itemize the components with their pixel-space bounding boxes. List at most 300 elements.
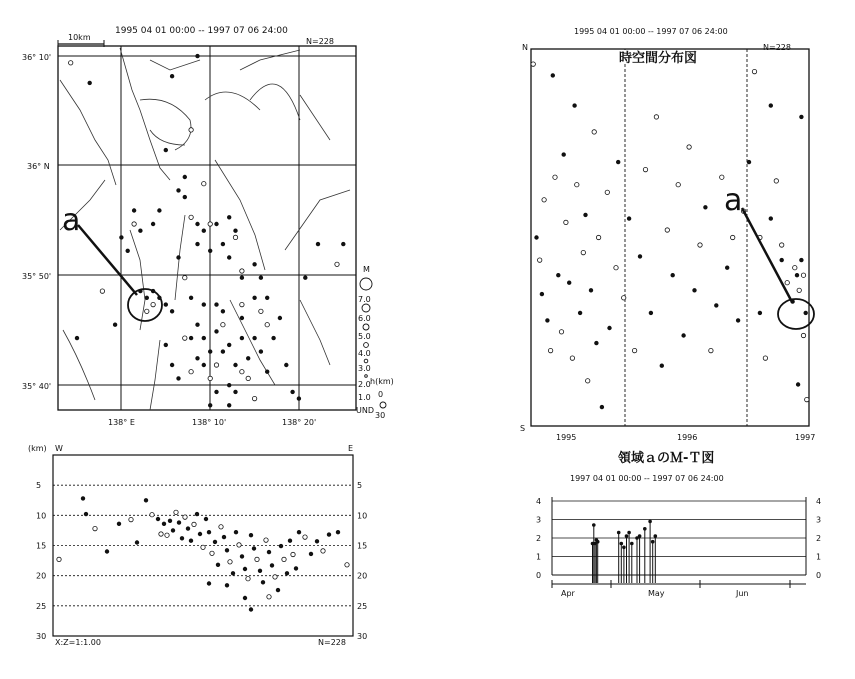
lat-label-1: 36° 10': [22, 53, 52, 62]
st-point: [592, 130, 596, 134]
cs-point: [222, 535, 226, 539]
cs-point: [270, 564, 274, 568]
st-point: [605, 190, 609, 194]
map-point: [145, 309, 149, 313]
st-point: [654, 115, 658, 119]
st-point: [573, 104, 577, 108]
mt-tick-left: 4: [536, 497, 542, 506]
mag-3: 3.0: [358, 364, 371, 373]
mt-apr: Apr: [561, 589, 575, 598]
cs-point: [156, 517, 160, 521]
mt-tick-left: 2: [536, 534, 542, 543]
cs-point: [189, 539, 193, 543]
cs-point: [255, 557, 259, 561]
st-point: [632, 348, 636, 352]
map-point: [208, 404, 212, 408]
st-point: [542, 198, 546, 202]
cs-tick-right: 20: [357, 571, 368, 581]
mt-jp-title: 領域ａのＭ-Ｔ図: [618, 451, 715, 466]
map-point: [214, 363, 218, 367]
cs-point: [174, 510, 178, 514]
st-year-1996: 1996: [677, 433, 698, 442]
cs-point: [207, 530, 211, 534]
map-title: 1995 04 01 00:00 -- 1997 07 06 24:00: [115, 26, 288, 36]
cs-grid: [36, 481, 367, 641]
cs-e: E: [348, 444, 354, 453]
map-point: [158, 209, 162, 213]
map-point: [139, 229, 143, 233]
map-point: [177, 377, 181, 381]
map-point: [183, 175, 187, 179]
cs-count: N=228: [318, 638, 346, 647]
map-point: [240, 336, 244, 340]
cs-point: [264, 538, 268, 542]
mt-point: [630, 542, 634, 546]
map-point: [196, 242, 200, 246]
cs-point: [57, 557, 61, 561]
map-point: [202, 229, 206, 233]
map-point: [69, 61, 73, 65]
lat-label-4: 35° 40': [22, 382, 52, 391]
mag-1: 1.0: [358, 393, 371, 402]
mag-4: 4.0: [358, 349, 371, 358]
cs-point: [276, 588, 280, 592]
cs-point: [213, 540, 217, 544]
cs-point: [150, 513, 154, 517]
cs-point: [336, 530, 340, 534]
mt-tick-left: 0: [536, 571, 542, 580]
mt-tick-right: 3: [816, 515, 822, 525]
map-point: [259, 276, 263, 280]
depth-30: 30: [375, 411, 386, 420]
lat-label-2: 36° N: [27, 162, 50, 171]
st-point: [769, 217, 773, 221]
cs-point: [315, 540, 319, 544]
st-point: [725, 266, 729, 270]
mag-legend: [356, 265, 374, 415]
map-point: [120, 236, 124, 240]
st-point: [693, 289, 697, 293]
mag-2: 2.0: [358, 380, 371, 389]
map-point: [208, 350, 212, 354]
map-point: [132, 222, 136, 226]
mt-may: May: [648, 589, 665, 598]
map-point: [151, 302, 155, 306]
mt-point: [627, 531, 631, 535]
map-point: [221, 323, 225, 327]
map-point: [342, 242, 346, 246]
cs-point: [243, 596, 247, 600]
mt-point: [638, 534, 642, 538]
st-point: [575, 183, 579, 187]
mt-bars: [591, 520, 657, 583]
map-panel: [22, 26, 394, 427]
st-point: [698, 243, 702, 247]
st-point: [627, 217, 631, 221]
st-point: [616, 160, 620, 164]
lat-label-3: 35° 50': [22, 272, 52, 281]
cs-tick-left: 15: [36, 541, 47, 551]
st-point: [780, 243, 784, 247]
map-point: [126, 249, 130, 253]
mt-point: [620, 542, 624, 546]
mag-5: 5.0: [358, 332, 371, 341]
cs-point: [186, 527, 190, 531]
st-point: [660, 364, 664, 368]
st-point: [797, 288, 801, 292]
st-jp-title: 時空間分布図: [619, 51, 698, 66]
st-point: [564, 220, 568, 224]
map-point: [240, 276, 244, 280]
cs-point: [249, 533, 253, 537]
cs-point: [117, 522, 121, 526]
map-point: [253, 263, 257, 267]
map-point: [75, 336, 79, 340]
st-point: [671, 273, 675, 277]
st-north: N: [522, 43, 528, 52]
map-point: [215, 303, 219, 307]
st-point: [584, 213, 588, 217]
cs-point: [105, 550, 109, 554]
scale-bar: [58, 33, 104, 47]
cs-point: [225, 584, 229, 588]
cs-point: [267, 595, 271, 599]
map-point: [297, 397, 301, 401]
st-point: [780, 258, 784, 262]
map-lon-labels: [108, 418, 316, 427]
st-point: [704, 206, 708, 210]
st-points: [531, 62, 809, 409]
cs-point: [180, 537, 184, 541]
region-a-st: [724, 183, 814, 329]
st-point: [589, 289, 593, 293]
st-point: [638, 255, 642, 259]
cs-tick-right: 30: [357, 632, 368, 641]
cs-point: [258, 569, 262, 573]
st-point: [801, 333, 805, 337]
cs-point: [234, 530, 238, 534]
cs-point: [252, 547, 256, 551]
map-point: [202, 182, 206, 186]
map-point: [227, 343, 231, 347]
st-point: [596, 235, 600, 239]
cs-point: [204, 517, 208, 521]
cs-point: [165, 533, 169, 537]
map-point: [151, 222, 155, 226]
st-point: [538, 258, 542, 262]
spacetime-panel: [520, 27, 815, 442]
annotation-a-map: a: [62, 203, 81, 238]
cs-point: [159, 532, 163, 536]
map-point: [202, 303, 206, 307]
st-x-ticks: [556, 433, 815, 442]
cs-point: [261, 581, 265, 585]
mt-point: [651, 540, 655, 544]
st-point: [553, 175, 557, 179]
st-point: [586, 379, 590, 383]
mt-jun: Jun: [736, 589, 749, 598]
st-point: [622, 296, 626, 300]
annotation-a-st: a: [724, 183, 743, 218]
mt-month-labels: [561, 589, 749, 598]
map-point: [304, 276, 308, 280]
map-point: [234, 390, 238, 394]
map-point: [170, 363, 174, 367]
st-point: [649, 311, 653, 315]
map-point: [240, 370, 244, 374]
st-point: [548, 348, 552, 352]
cs-point: [192, 522, 196, 526]
map-point: [221, 310, 225, 314]
map-lat-labels: [22, 53, 51, 391]
map-point: [100, 289, 104, 293]
st-year-1997: 1997: [795, 433, 816, 442]
st-point: [709, 348, 713, 352]
map-point: [253, 296, 257, 300]
map-point: [234, 363, 238, 367]
map-point: [221, 350, 225, 354]
cs-tick-right: 15: [357, 541, 368, 551]
cs-point: [84, 512, 88, 516]
map-point: [196, 54, 200, 58]
mt-tick-right: 0: [816, 571, 822, 580]
cs-tick-left: 30: [36, 632, 47, 641]
cs-tick-left: 20: [36, 571, 47, 581]
map-point: [164, 148, 168, 152]
map-point: [246, 357, 250, 361]
st-point: [736, 319, 740, 323]
st-year-1995: 1995: [556, 433, 577, 442]
mag-6: 6.0: [358, 314, 371, 323]
cs-point: [168, 519, 172, 523]
map-point: [189, 296, 193, 300]
map-point: [335, 262, 339, 266]
cs-tick-right: 10: [357, 511, 368, 521]
cs-point: [177, 521, 181, 525]
st-point: [800, 115, 804, 119]
mt-tick-right: 1: [816, 552, 822, 562]
map-point: [221, 242, 225, 246]
cs-tick-left: 5: [36, 481, 42, 491]
map-point: [285, 363, 289, 367]
map-point: [189, 336, 193, 340]
map-point: [265, 370, 269, 374]
map-point: [170, 74, 174, 78]
st-point: [682, 334, 686, 338]
cs-point: [162, 522, 166, 526]
map-point: [291, 390, 295, 394]
mag-legend-title: M: [363, 265, 370, 274]
cs-w: W: [55, 444, 63, 453]
st-point: [570, 356, 574, 360]
st-point: [578, 311, 582, 315]
st-title: 1995 04 01 00:00 -- 1997 07 06 24:00: [574, 27, 728, 36]
cs-tick-right: 5: [357, 481, 363, 491]
cs-point: [345, 563, 349, 567]
map-point: [227, 383, 231, 387]
st-point: [551, 74, 555, 78]
st-point: [687, 145, 691, 149]
st-point: [608, 326, 612, 330]
region-a-map: [62, 203, 162, 321]
cs-point: [231, 572, 235, 576]
st-point: [720, 175, 724, 179]
map-point: [113, 323, 117, 327]
cs-point: [210, 551, 214, 555]
map-point: [227, 256, 231, 260]
st-count: N=228: [763, 43, 791, 52]
map-point: [240, 302, 244, 306]
st-point: [801, 273, 805, 277]
map-point: [177, 189, 181, 193]
depth-legend-title: h(km): [370, 377, 394, 386]
mt-panel: [536, 450, 821, 598]
st-point: [643, 167, 647, 171]
mt-point: [625, 534, 629, 538]
mt-point: [648, 520, 652, 524]
cs-point: [207, 582, 211, 586]
cs-point: [201, 545, 205, 549]
cs-point: [267, 550, 271, 554]
map-point: [233, 235, 237, 239]
st-point: [758, 311, 762, 315]
scale-label: 10km: [68, 33, 91, 42]
cs-point: [288, 539, 292, 543]
st-point: [769, 104, 773, 108]
map-point: [246, 376, 250, 380]
st-point: [796, 383, 800, 387]
cs-point: [327, 533, 331, 537]
map-point: [202, 363, 206, 367]
depth-0: 0: [378, 390, 384, 399]
st-point: [800, 258, 804, 262]
mt-tick-right: 4: [816, 497, 822, 506]
cs-point: [195, 512, 199, 516]
cs-point: [246, 577, 250, 581]
map-point: [208, 222, 212, 226]
st-point: [805, 397, 809, 401]
map-point: [164, 303, 168, 307]
mt-tick-left: 3: [536, 515, 542, 525]
st-point: [557, 273, 561, 277]
map-point: [227, 216, 231, 220]
st-point: [795, 273, 799, 277]
st-point: [752, 69, 756, 73]
st-point: [535, 236, 539, 240]
map-point: [164, 343, 168, 347]
st-point: [562, 153, 566, 157]
st-point: [559, 330, 563, 334]
lon-label-2: 138° 10': [192, 418, 227, 427]
mag-7: 7.0: [358, 295, 371, 304]
cs-point: [225, 549, 229, 553]
map-point: [253, 336, 257, 340]
mt-point: [592, 523, 596, 527]
mt-axis: [536, 497, 821, 588]
map-point: [202, 336, 206, 340]
lon-label-1: 138° E: [108, 418, 135, 427]
map-point: [252, 396, 256, 400]
mt-subtitle: 1997 04 01 00:00 -- 1997 07 06 24:00: [570, 474, 724, 483]
cs-tick-left: 25: [36, 601, 47, 611]
map-point: [189, 370, 193, 374]
map-point: [177, 256, 181, 260]
mt-tick-left: 1: [536, 552, 542, 562]
st-point: [567, 281, 571, 285]
map-point: [240, 269, 244, 273]
cross-section-panel: [28, 444, 367, 647]
cs-point: [297, 530, 301, 534]
cs-tick-left: 10: [36, 511, 47, 521]
map-point: [196, 222, 200, 226]
map-point: [170, 310, 174, 314]
st-point: [747, 160, 751, 164]
st-point: [793, 266, 797, 270]
mt-tick-right: 2: [816, 534, 822, 543]
st-point: [614, 266, 618, 270]
map-point: [145, 296, 149, 300]
cs-point: [291, 552, 295, 556]
cs-point: [240, 555, 244, 559]
map-point: [208, 376, 212, 380]
cs-point: [309, 552, 313, 556]
mt-point: [617, 531, 621, 535]
cs-point: [228, 560, 232, 564]
map-point: [183, 276, 187, 280]
st-point: [785, 281, 789, 285]
map-points: [69, 54, 346, 407]
st-south: S: [520, 424, 526, 433]
cs-point: [135, 541, 139, 545]
st-point: [546, 319, 550, 323]
map-point: [265, 323, 269, 327]
map-point: [259, 350, 263, 354]
cs-point: [294, 567, 298, 571]
cs-point: [273, 575, 277, 579]
cs-point: [321, 549, 325, 553]
map-point: [272, 336, 276, 340]
cs-point: [81, 497, 85, 501]
map-point: [183, 336, 187, 340]
mt-point: [643, 527, 647, 531]
lon-label-3: 138° 20': [282, 418, 317, 427]
cs-point: [303, 535, 307, 539]
map-point: [183, 195, 187, 199]
st-point: [665, 228, 669, 232]
map-point: [316, 242, 320, 246]
map-grid: [58, 46, 356, 410]
cs-points: [57, 497, 349, 612]
st-point: [763, 356, 767, 360]
mag-und: UND: [356, 406, 374, 415]
map-point: [196, 357, 200, 361]
map-point: [196, 323, 200, 327]
map-point: [208, 249, 212, 253]
mt-point: [622, 546, 626, 550]
map-point: [265, 296, 269, 300]
map-point: [227, 404, 231, 408]
mt-point: [654, 534, 658, 538]
map-point: [278, 316, 282, 320]
cs-ratio: X:Z=1:1.00: [55, 638, 101, 647]
cs-point: [243, 567, 247, 571]
st-point: [715, 304, 719, 308]
map-point: [259, 309, 263, 313]
st-point: [531, 62, 535, 66]
cs-point: [171, 529, 175, 533]
cs-point: [285, 572, 289, 576]
cs-point: [282, 557, 286, 561]
